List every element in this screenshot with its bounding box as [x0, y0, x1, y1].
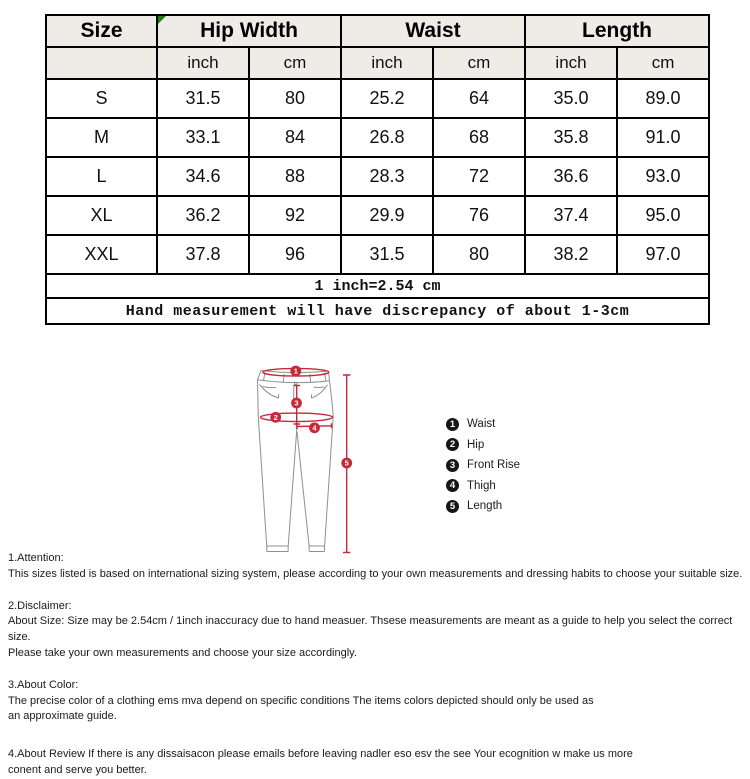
legend-label-thigh: Thigh [467, 479, 496, 492]
cell-size: L [46, 157, 157, 196]
header-hip-width [157, 15, 341, 47]
marker-3-number: 3 [294, 398, 299, 408]
cell-length-cm: 89.0 [617, 79, 709, 118]
cell-waist-cm: 72 [433, 157, 525, 196]
cell-hip-inch: 31.5 [157, 79, 249, 118]
cell-hip-inch: 34.6 [157, 157, 249, 196]
marker-5-number: 5 [344, 458, 349, 468]
table-row-m [46, 118, 709, 157]
cell-length-inch: 38.2 [525, 235, 617, 274]
unit-hip-inch: inch [157, 47, 249, 79]
disclaimer-text-2: Please take your own measurements and choose your size accordingly. [8, 646, 357, 659]
cell-waist-inch: 26.8 [341, 118, 433, 157]
cell-length-cm: 93.0 [617, 157, 709, 196]
cell-waist-cm: 76 [433, 196, 525, 235]
cell-length-inch: 36.6 [525, 157, 617, 196]
cell-size: M [46, 118, 157, 157]
legend-item-front-rise [446, 455, 520, 476]
about-review-text-1: 4.About Review If there is any dissaisacon please emails before leaving nadler eso esv the see Your ecognition w make us more [8, 748, 633, 761]
table-header-row [46, 15, 709, 47]
legend-label-length: Length [467, 500, 503, 513]
about-color-title: 3.About Color: [8, 678, 79, 691]
table-units-row [46, 47, 709, 79]
pants-measurement-diagram [235, 360, 375, 560]
legend-bullet-2-icon: 2 [446, 438, 459, 451]
measurement-markers [270, 366, 352, 469]
table-row-xl [46, 196, 709, 235]
marker-2-number: 2 [273, 412, 278, 422]
cell-length-inch: 35.8 [525, 118, 617, 157]
unit-length-inch: inch [525, 47, 617, 79]
legend-item-length [446, 496, 520, 517]
cell-waist-inch: 28.3 [341, 157, 433, 196]
about-color-text-1: The precise color of a clothing ems mva depend on specific conditions The items colors depicted should only be used as [8, 694, 594, 707]
cell-size: S [46, 79, 157, 118]
note-conversion: 1 inch=2.54 cm [46, 274, 709, 298]
cell-hip-inch: 33.1 [157, 118, 249, 157]
cell-waist-inch: 25.2 [341, 79, 433, 118]
cell-waist-cm: 80 [433, 235, 525, 274]
legend-label-front-rise: Front Rise [467, 459, 521, 472]
attention-title: 1.Attention: [8, 552, 64, 564]
cell-flag-icon [158, 16, 166, 24]
cell-hip-inch: 37.8 [157, 235, 249, 274]
legend-bullet-3-icon: 3 [446, 459, 459, 472]
unit-hip-cm: cm [249, 47, 341, 79]
cell-hip-inch: 36.2 [157, 196, 249, 235]
cell-length-cm: 97.0 [617, 235, 709, 274]
legend-bullet-4-icon: 4 [446, 479, 459, 492]
unit-empty-cell [46, 47, 157, 79]
table-row-xxl [46, 235, 709, 274]
table-row-l [46, 157, 709, 196]
table-note-measurement-row [46, 298, 709, 324]
legend-item-hip [446, 435, 520, 456]
about-color-text-2: an approximate guide. [8, 710, 117, 723]
cell-size: XL [46, 196, 157, 235]
cell-waist-inch: 29.9 [341, 196, 433, 235]
cell-hip-cm: 96 [249, 235, 341, 274]
cell-hip-cm: 80 [249, 79, 341, 118]
notes-section [8, 551, 748, 779]
cell-waist-cm: 68 [433, 118, 525, 157]
cell-length-inch: 35.0 [525, 79, 617, 118]
marker-1-number: 1 [293, 366, 298, 376]
header-hip-width-label: Hip Width [200, 19, 298, 42]
attention-text: This sizes listed is based on international sizing system, please according to your own measurements and dressing habits to choose your suitable size. [8, 567, 743, 580]
size-chart-table [45, 14, 710, 325]
cell-hip-cm: 84 [249, 118, 341, 157]
legend-label-waist: Waist [467, 418, 496, 431]
legend-item-waist [446, 414, 520, 435]
cell-size: XXL [46, 235, 157, 274]
legend-bullet-5-icon: 5 [446, 500, 459, 513]
unit-length-cm: cm [617, 47, 709, 79]
cell-hip-cm: 88 [249, 157, 341, 196]
table-note-conversion-row [46, 274, 709, 298]
cell-length-inch: 37.4 [525, 196, 617, 235]
legend-label-hip: Hip [467, 438, 485, 451]
about-review-text-2: conent and serve you better. [8, 763, 147, 776]
cell-hip-cm: 92 [249, 196, 341, 235]
note-measurement: Hand measurement will have discrepancy of about 1-3cm [46, 298, 709, 324]
unit-waist-cm: cm [433, 47, 525, 79]
unit-waist-inch: inch [341, 47, 433, 79]
table-row-s [46, 79, 709, 118]
header-length: Length [525, 15, 709, 47]
cell-length-cm: 91.0 [617, 118, 709, 157]
measurement-legend [446, 414, 520, 517]
disclaimer-title: 2.Disclaimer: [8, 599, 72, 612]
cell-waist-cm: 64 [433, 79, 525, 118]
marker-4-number: 4 [312, 423, 317, 433]
legend-bullet-1-icon: 1 [446, 418, 459, 431]
disclaimer-text-1: About Size: Size may be 2.54cm / 1inch inaccuracy due to hand measuer. Thsese measurements are meant as a guide to help you select the correct size. [8, 615, 733, 644]
header-waist: Waist [341, 15, 525, 47]
cell-waist-inch: 31.5 [341, 235, 433, 274]
legend-item-thigh [446, 476, 520, 497]
cell-length-cm: 95.0 [617, 196, 709, 235]
header-size: Size [46, 15, 157, 47]
